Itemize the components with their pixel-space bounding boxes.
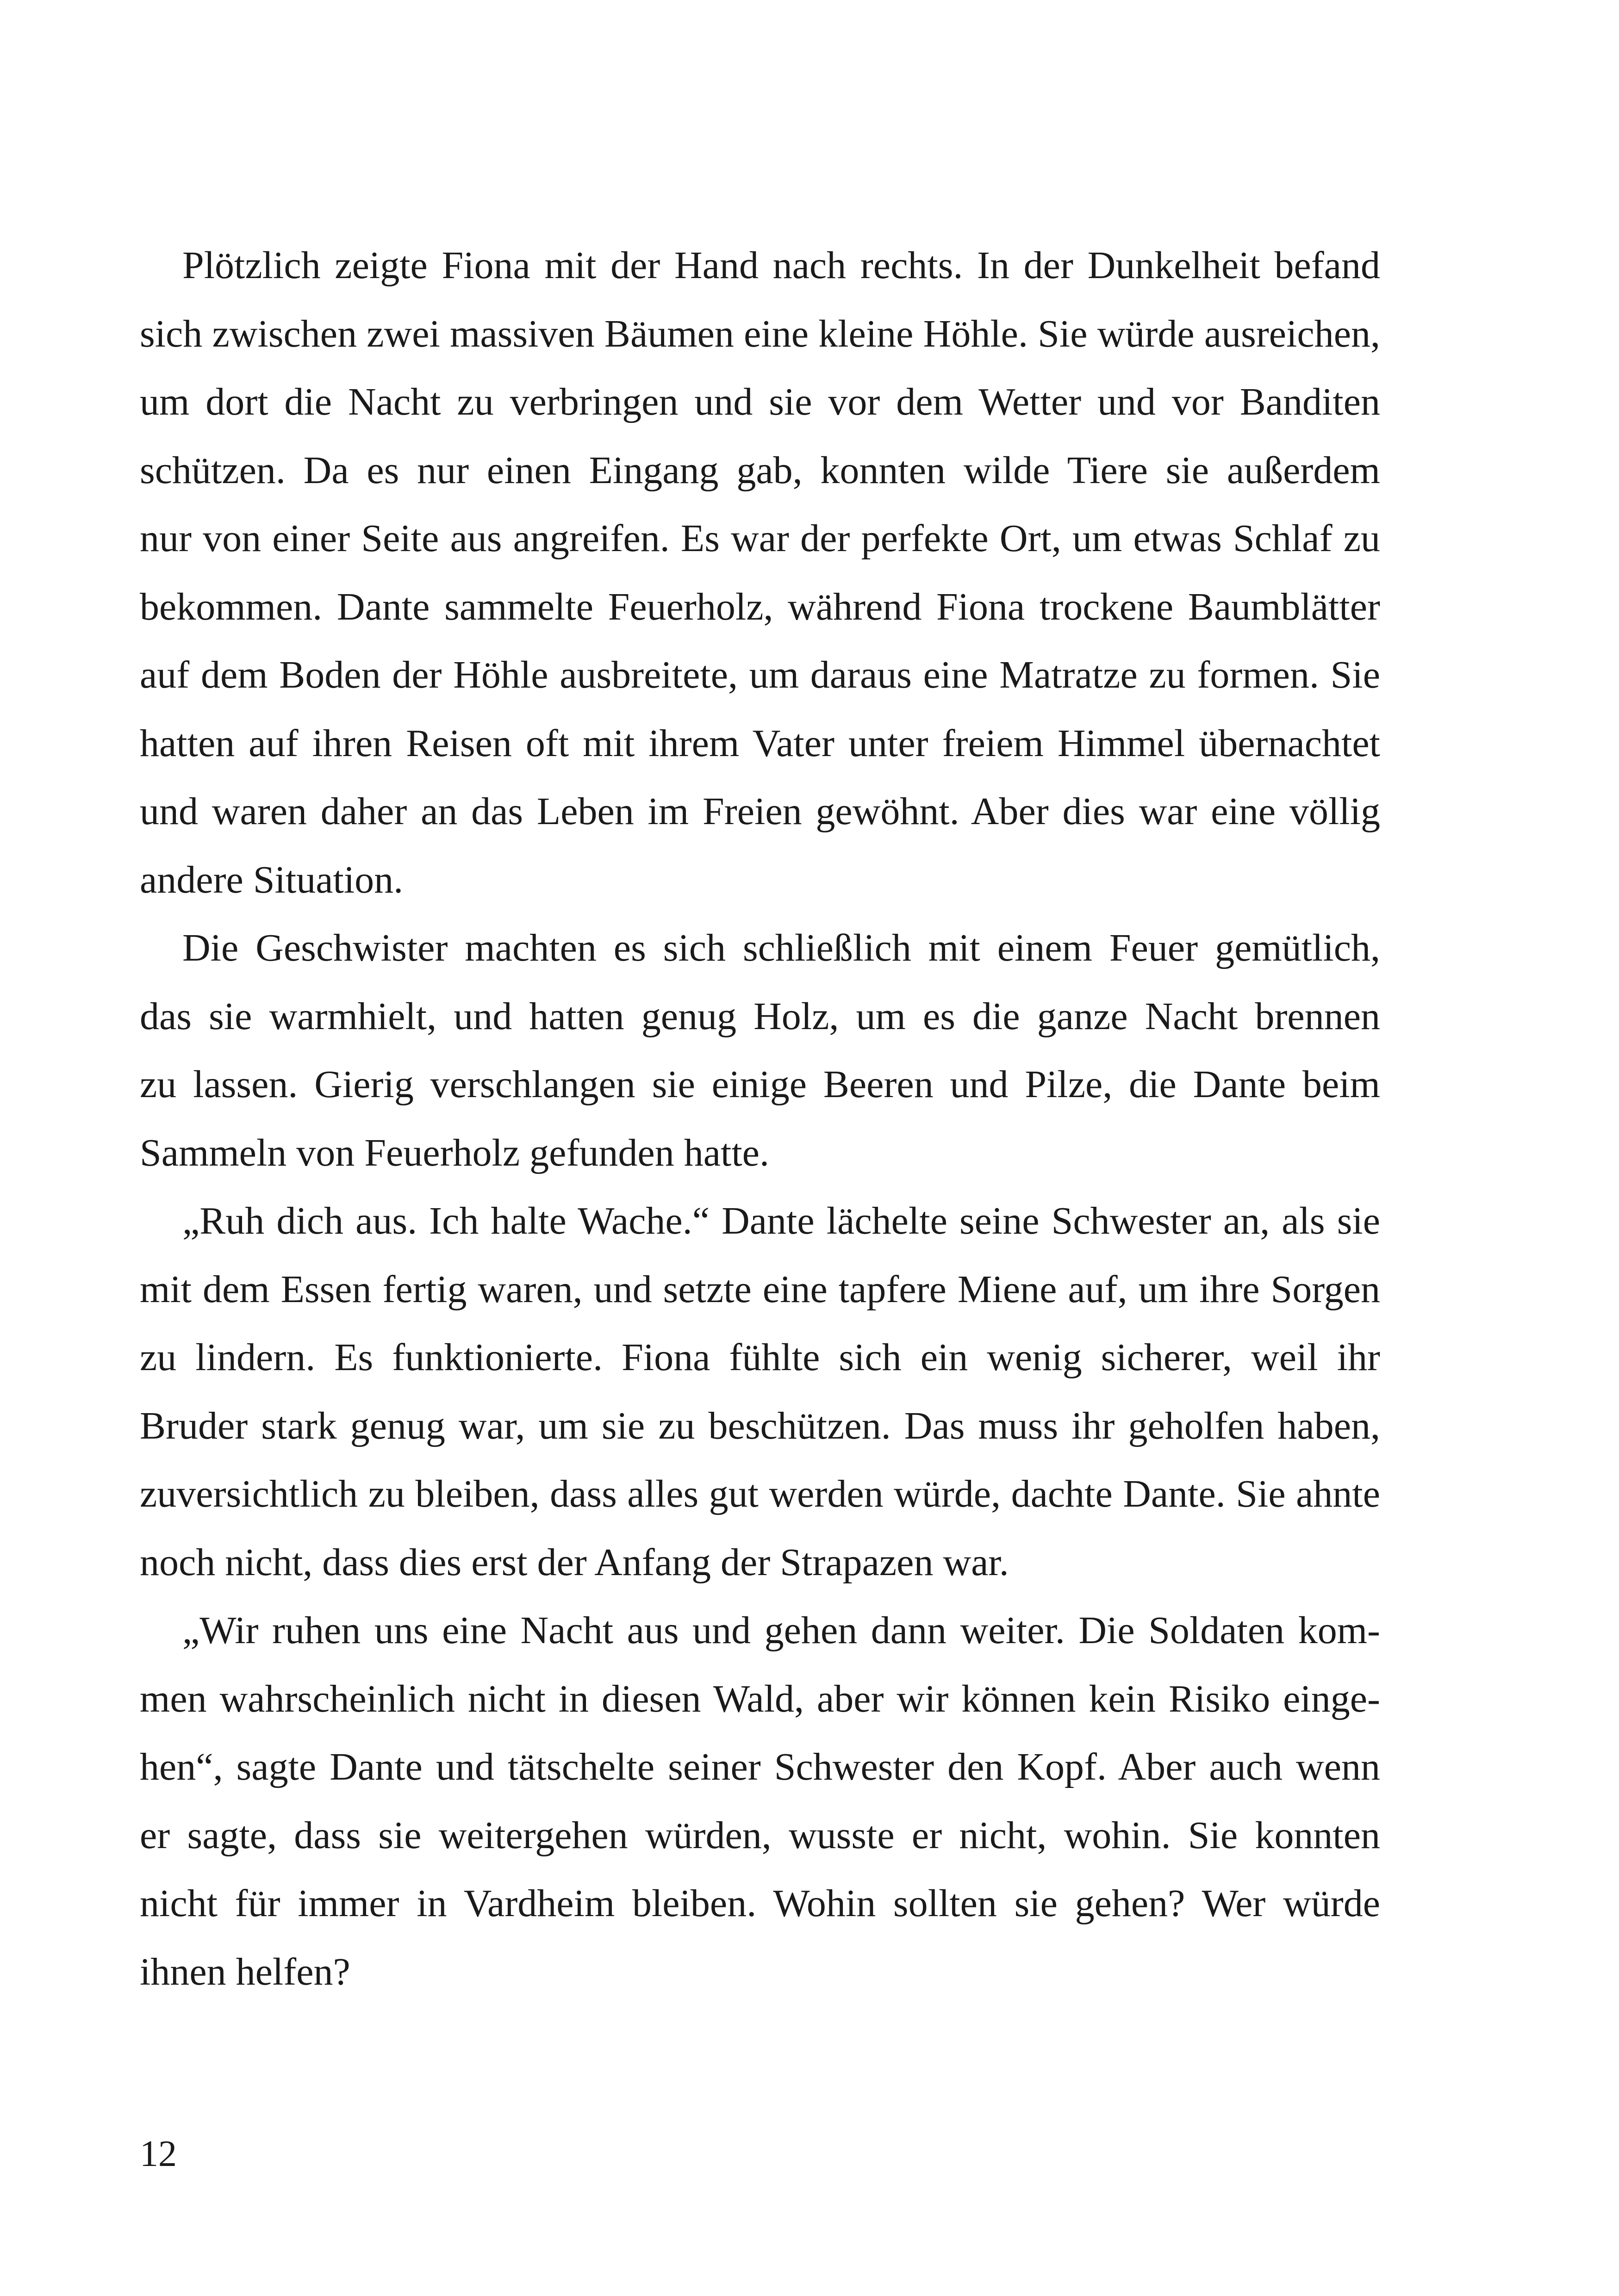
p1-line-8: hatten auf ihren Reisen oft mit ihrem Vater unter freiem Himmel übernachtet (140, 721, 1380, 765)
p2-line-1: Die Geschwister machten es sich schließlich mit einem Feuer gemütlich, (182, 926, 1380, 969)
p4-line-3: hen“, sagte Dante und tätschelte seiner Schwester den Kopf. Aber auch wenn (140, 1745, 1380, 1788)
p4-line-5: nicht für immer in Vardheim bleiben. Wohin sollten sie gehen? Wer würde (140, 1882, 1380, 1925)
p2-line-3: zu lassen. Gierig verschlangen sie einige Beeren und Pilze, die Dante beim (140, 1063, 1380, 1106)
p4-line-1: „Wir ruhen uns eine Nacht aus und gehen dann weiter. Die Soldaten kom- (182, 1609, 1380, 1652)
p3-line-2: mit dem Essen fertig waren, und setzte eine tapfere Miene auf, um ihre Sorgen (140, 1267, 1380, 1311)
p1-line-6: bekommen. Dante sammelte Feuerholz, während Fiona trockene Baumblätter (140, 585, 1380, 628)
p1-line-9: und waren daher an das Leben im Freien gewöhnt. Aber dies war eine völlig (140, 790, 1380, 833)
p4-line-4: er sagte, dass sie weitergehen würden, wusste er nicht, wohin. Sie konnten (140, 1813, 1380, 1857)
p1-line-2: sich zwischen zwei massiven Bäumen eine kleine Höhle. Sie würde ausreichen, (140, 312, 1380, 355)
p3-line-6: noch nicht, dass dies erst der Anfang der Strapazen war. (140, 1540, 1009, 1584)
p4-line-6: ihnen helfen? (140, 1950, 350, 1993)
p3-line-5: zuversichtlich zu bleiben, dass alles gut werden würde, dachte Dante. Sie ahnte (140, 1472, 1380, 1515)
p1-line-10: andere Situation. (140, 858, 404, 901)
p1-line-1: Plötzlich zeigte Fiona mit der Hand nach rechts. In der Dunkelheit befand (182, 244, 1380, 287)
body-text (140, 231, 1380, 2006)
p3-line-3: zu lindern. Es funktionierte. Fiona fühlte sich ein wenig sicherer, weil ihr (140, 1336, 1380, 1379)
p1-line-3: um dort die Nacht zu verbringen und sie vor dem Wetter und vor Banditen (140, 380, 1380, 423)
p3-line-4: Bruder stark genug war, um sie zu beschützen. Das muss ihr geholfen haben, (140, 1404, 1380, 1447)
p3-line-1: „Ruh dich aus. Ich halte Wache.“ Dante lächelte seine Schwester an, als sie (182, 1199, 1380, 1242)
p1-line-5: nur von einer Seite aus angreifen. Es war der perfekte Ort, um etwas Schlaf zu (140, 517, 1380, 560)
p1-line-7: auf dem Boden der Höhle ausbreitete, um daraus eine Matratze zu formen. Sie (140, 653, 1380, 696)
p2-line-2: das sie warmhielt, und hatten genug Holz, um es die ganze Nacht brennen (140, 994, 1380, 1038)
page-number: 12 (140, 2134, 177, 2174)
p4-line-2: men wahrscheinlich nicht in diesen Wald, aber wir können kein Risiko einge- (140, 1677, 1380, 1720)
p2-line-4: Sammeln von Feuerholz gefunden hatte. (140, 1131, 769, 1174)
p1-line-4: schützen. Da es nur einen Eingang gab, konnten wilde Tiere sie außerdem (140, 448, 1380, 492)
